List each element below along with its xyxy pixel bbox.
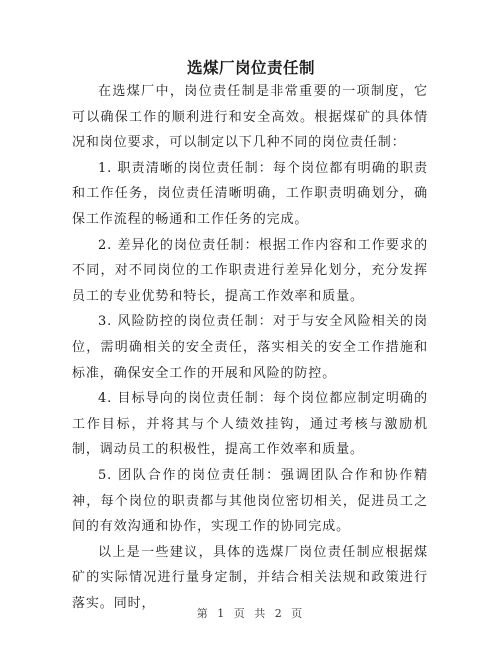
item-paragraph-5: 5. 团队合作的岗位责任制：强调团队合作和协作精神，每个岗位的职责都与其他岗位密切相关，促进员工之间的有效沟通和协作，实现工作的协同完成。 [72, 467, 428, 535]
page-number-footer: 第 1 页 共 2 页 [196, 607, 306, 620]
item-paragraph-4: 4. 目标导向的岗位责任制：每个岗位都应制定明确的工作目标，并将其与个人绩效挂钩，通过考核与激励机制，调动员工的积极性，提高工作效率和质量。 [72, 391, 428, 458]
item-paragraph-3: 3. 风险防控的岗位责任制：对于与安全风险相关的岗位，需明确相关的安全责任，落实相关的安全工作措施和标准，确保安全工作的开展和风险的防控。 [72, 314, 428, 381]
intro-paragraph: 在选煤厂中，岗位责任制是非常重要的一项制度，它可以确保工作的顺利进行和安全高效。根据煤矿的具体情况和岗位要求，可以制定以下几种不同的岗位责任制： [72, 84, 428, 151]
item-paragraph-1: 1. 职责清晰的岗位责任制：每个岗位都有明确的职责和工作任务，岗位责任清晰明确，工作职责明确划分，确保工作流程的畅通和工作任务的完成。 [72, 160, 428, 227]
closing-paragraph: 以上是一些建议，具体的选煤厂岗位责任制应根据煤矿的实际情况进行量身定制，并结合相关法规和政策进行落实。同时， [72, 544, 428, 611]
document-body [72, 79, 428, 616]
document-title: 选煤厂岗位责任制 [186, 59, 315, 77]
item-paragraph-2: 2. 差异化的岗位责任制：根据工作内容和工作要求的不同，对不同岗位的工作职责进行差异化划分，充分发挥员工的专业优势和特长，提高工作效率和质量。 [72, 237, 428, 304]
